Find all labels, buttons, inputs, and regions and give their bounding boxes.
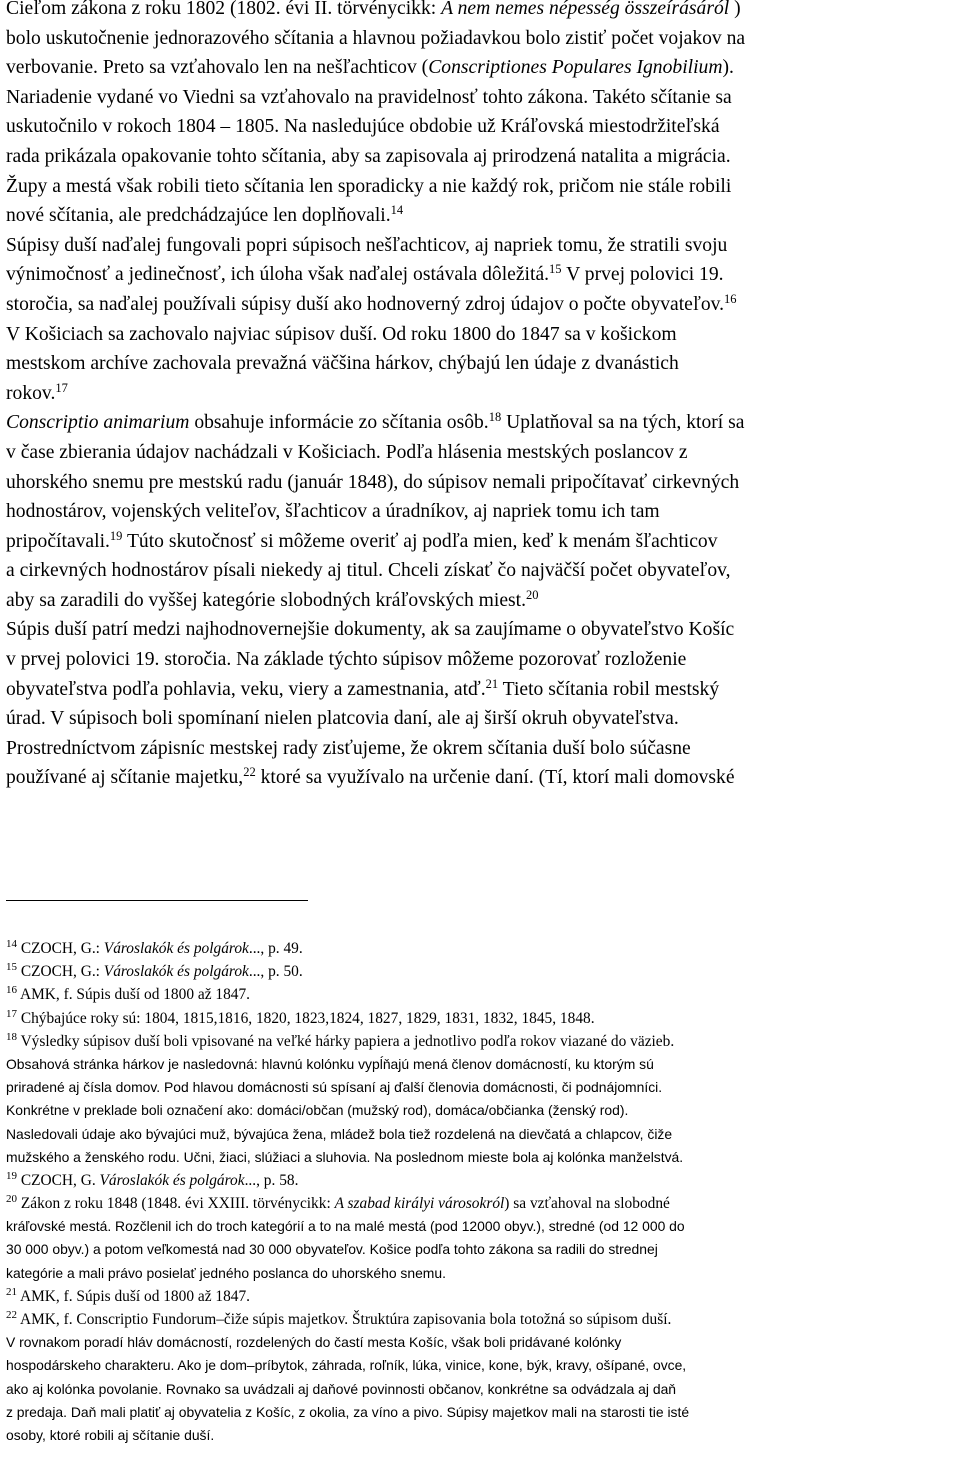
text-run: ..., p. 58. <box>244 1171 299 1189</box>
text-run: Zákon z roku 1848 (1848. évi XXIII. törvénycikk: <box>17 1195 335 1213</box>
text-run: hospodárskeho charakteru. Ako je dom–príbytok, záhrada, roľník, lúka, vinice, kone, býk, kravy, ošípané, ovce, <box>6 1357 687 1374</box>
text-run: aby sa zaradili do vyššej kategórie slobodných kráľovských miest. <box>6 589 526 611</box>
main-body-text <box>6 0 956 793</box>
body-line <box>6 112 956 142</box>
text-run: Nariadenie vydané vo Viedni sa vzťahovalo na pravidelnosť tohto zákona. Takéto sčítanie sa <box>6 86 732 108</box>
footnote-reference: 19 <box>6 1169 17 1182</box>
text-run: rokov. <box>6 382 56 404</box>
body-line <box>6 468 956 498</box>
footnote-line <box>6 1053 956 1076</box>
text-run: obsahuje informácie zo sčítania osôb. <box>189 412 489 434</box>
text-run: mestskom archíve zachovala prevažná väčšina hárkov, chýbajú len údaje z dvanástich <box>6 353 679 375</box>
footnote-reference: 22 <box>243 765 256 780</box>
text-run: ) <box>729 0 741 19</box>
text-run: CZOCH, G. <box>17 1171 100 1189</box>
body-line <box>6 408 956 438</box>
text-run: verbovanie. Preto sa vzťahovalo len na nešľachticov ( <box>6 57 429 79</box>
text-run: ). <box>722 57 734 79</box>
footnote-reference: 20 <box>6 1193 17 1206</box>
text-run: rada prikázala opakovanie tohto sčítania, aby sa zapisovala aj prirodzená natalita a migrácia. <box>6 145 731 167</box>
body-line <box>6 201 956 231</box>
footnote-line <box>6 1215 956 1238</box>
footnote-line <box>6 1123 956 1146</box>
footnote-line <box>6 1146 956 1169</box>
text-run: úrad. V súpisoch boli spomínaní nielen platcovia daní, ale aj širší okruh obyvateľstva. <box>6 708 679 730</box>
body-line <box>6 675 956 705</box>
footnote-line <box>6 1354 956 1377</box>
body-line <box>6 527 956 557</box>
text-run: ako aj kolónka povolanie. Rovnako sa uvádzali aj daňové povinnosti občanov, konkrétne sa odvádzala aj daň <box>6 1380 677 1397</box>
footnote-reference: 18 <box>6 1030 17 1043</box>
body-line <box>6 763 956 793</box>
footnote-line <box>6 937 956 960</box>
text-run: Prostredníctvom zápisníc mestskej rady zisťujeme, že okrem sčítania duší bolo súčasne <box>6 737 691 759</box>
text-run: nové sčítania, ale predchádzajúce len doplňovali. <box>6 205 391 227</box>
body-line <box>6 379 956 409</box>
text-run: Obsahová stránka hárkov je nasledovná: hlavnú kolónku vypĺňajú mená členov domácností, ku ktorým sú <box>6 1055 654 1072</box>
body-line <box>6 438 956 468</box>
text-run: 30 000 obyv.) a potom veľkomestá nad 30 000 obyvateľov. Košice podľa tohto zákona sa radili do strednej <box>6 1241 658 1258</box>
text-run: používané aj sčítanie majetku, <box>6 767 244 789</box>
body-line <box>6 260 956 290</box>
body-line <box>6 586 956 616</box>
footnote-reference: 22 <box>6 1309 17 1321</box>
text-run: Cieľom zákona z roku 1802 (1802. évi II. törvénycikk: <box>6 0 442 19</box>
text-run: Župy a mestá však robili tieto sčítania len sporadicky a nie každý rok, pričom nie stále robili <box>6 175 732 197</box>
italic-text: Városlakók és polgárok <box>103 940 249 957</box>
body-line <box>6 142 956 172</box>
body-line <box>6 83 956 113</box>
footnote-line <box>6 1192 956 1215</box>
footnote-reference: 21 <box>6 1285 17 1298</box>
footnote-line <box>6 1401 956 1424</box>
text-run: AMK, f. Conscriptio Fundorum–čiže súpis majetkov. Štruktúra zapisovania bola totožná so súpisom duší. <box>17 1311 672 1328</box>
footnote-line <box>6 1099 956 1122</box>
text-run: Konkrétne v preklade boli označení ako: domáci/občan (mužský rod), domáca/občianka (ženský rod). <box>6 1102 629 1119</box>
footnote-reference: 17 <box>6 1007 17 1020</box>
italic-text: A nem nemes népesség összeírásáról <box>441 0 730 19</box>
text-run: z predaja. Daň mali platiť aj obyvatelia z Košíc, z okolia, za víno a pivo. Súpisy majetkov mali na starosti tie isté <box>6 1403 690 1420</box>
text-run: V prvej polovici 19. <box>561 264 724 286</box>
italic-text: Városlakók és polgárok <box>103 963 249 981</box>
body-line <box>6 24 956 54</box>
italic-text: A szabad királyi városokról <box>334 1195 505 1213</box>
footnote-line <box>6 960 956 983</box>
text-run: hodnostárov, vojenských veliteľov, šľachticov a úradníkov, aj napriek tomu ich tam <box>6 501 660 523</box>
footnote-line <box>6 1007 956 1030</box>
footnote-line <box>6 983 956 1006</box>
text-run: ..., p. 50. <box>248 963 303 981</box>
text-run: Túto skutočnosť si môžeme overiť aj podľa mien, keď k menám šľachticov <box>122 530 718 552</box>
text-run: ) sa vzťahoval na slobodné <box>504 1195 670 1213</box>
italic-text: Conscriptiones Populares Ignobilium <box>428 57 723 79</box>
body-line <box>6 734 956 764</box>
text-run: Výsledky súpisov duší boli vpisované na veľké hárky papiera a jednotlivo podľa rokov viazané do väzieb. <box>17 1032 675 1050</box>
footnote-line <box>6 1331 956 1354</box>
body-line <box>6 704 956 734</box>
footnote-reference: 20 <box>526 587 539 602</box>
footnote-line <box>6 1262 956 1285</box>
text-run: kráľovské mestá. Rozčlenil ich do troch kategórií a to na malé mestá (pod 12000 obyv.), stredné (od 12 000 do <box>6 1218 685 1235</box>
text-run: v čase zbierania údajov nachádzali v Košiciach. Podľa hlásenia mestských poslancov z <box>6 441 688 463</box>
footnote-line <box>6 1169 956 1192</box>
footnote-reference: 19 <box>109 528 123 543</box>
footnote-reference: 14 <box>6 938 17 950</box>
body-line <box>6 556 956 586</box>
text-run: osoby, ktoré robili aj sčítanie duší. <box>6 1426 215 1443</box>
body-line <box>6 320 956 350</box>
text-run: ..., p. 49. <box>248 940 303 957</box>
body-line <box>6 290 956 320</box>
footnote-reference: 16 <box>724 291 737 306</box>
footnote-line <box>6 1076 956 1099</box>
body-line <box>6 645 956 675</box>
text-run: mužského a ženského rodu. Učni, žiaci, slúžiaci a sluhovia. Na poslednom mieste bola aj kolónka manželstvá. <box>6 1148 684 1165</box>
body-line <box>6 349 956 379</box>
text-run: Uplatňoval sa na tých, ktorí sa <box>501 412 745 434</box>
body-line <box>6 615 956 645</box>
text-run: Tieto sčítania robil mestský <box>498 678 720 700</box>
text-run: storočia, sa naďalej používali súpisy duší ako hodnoverný zdroj údajov o počte obyvateľov. <box>6 293 725 315</box>
footnotes <box>6 937 956 1447</box>
text-run: AMK, f. Súpis duší od 1800 až 1847. <box>17 1287 251 1305</box>
footnote-reference: 18 <box>488 410 502 425</box>
body-line <box>6 497 956 527</box>
text-run: obyvateľstva podľa pohlavia, veku, viery a zamestnania, atď. <box>6 678 486 700</box>
text-run: AMK, f. Súpis duší od 1800 až 1847. <box>17 986 251 1004</box>
text-run: Nasledovali údaje ako bývajúci muž, bývajúca žena, mládež bola tiež rozdelená na dievčatá a chlapcov, čiže <box>6 1125 673 1142</box>
text-run: kategórie a mali právo posielať jedného poslanca do uhorského snemu. <box>6 1264 446 1281</box>
text-run: bolo uskutočnenie jednorazového sčítania a hlavnou požiadavkou bolo zistiť počet vojakov na <box>6 27 746 49</box>
text-run: a cirkevných hodnostárov písali niekedy aj titul. Chceli získať čo najväčší počet obyvateľov, <box>6 560 731 582</box>
footnote-line <box>6 1308 956 1331</box>
text-run: Chýbajúce roky sú: 1804, 1815,1816, 1820, 1823,1824, 1827, 1829, 1831, 1832, 1845, 1848. <box>17 1009 595 1027</box>
footnote-line <box>6 1424 956 1447</box>
footnote-reference: 17 <box>55 380 68 395</box>
text-run: CZOCH, G.: <box>17 940 104 957</box>
text-run: Súpis duší patrí medzi najhodnovernejšie dokumenty, ak sa zaujímame o obyvateľstvo Košíc <box>6 619 735 641</box>
text-run: CZOCH, G.: <box>17 963 104 981</box>
text-run: pripočítavali. <box>6 530 110 552</box>
footnote-reference: 21 <box>485 676 499 691</box>
text-run: Súpisy duší naďalej fungovali popri súpisoch nešľachticov, aj napriek tomu, že stratili svoju <box>6 234 728 256</box>
footnote-reference: 16 <box>6 984 17 997</box>
body-line <box>6 172 956 202</box>
italic-text: Conscriptio animarium <box>6 412 190 434</box>
footnote-line <box>6 1238 956 1261</box>
footnote-separator <box>6 900 308 901</box>
text-run: ktoré sa využívalo na určenie daní. (Tí, ktorí mali domovské <box>255 767 735 789</box>
text-run: uhorského snemu pre mestskú radu (január 1848), do súpisov nemali pripočítavať cirkevných <box>6 471 740 493</box>
body-line <box>6 53 956 83</box>
text-run: v prvej polovici 19. storočia. Na základe týchto súpisov môžeme pozorovať rozloženie <box>6 649 687 671</box>
italic-text: Városlakók és polgárok <box>99 1171 245 1189</box>
footnote-reference: 15 <box>549 262 562 277</box>
text-run: výnimočnosť a jedinečnosť, ich úloha však naďalej ostávala dôležitá. <box>6 264 550 286</box>
text-run: uskutočnilo v rokoch 1804 – 1805. Na nasledujúce obdobie už Kráľovská miestodržiteľská <box>6 116 720 138</box>
body-line <box>6 231 956 261</box>
footnote-reference: 15 <box>6 961 17 974</box>
text-run: V Košiciach sa zachovalo najviac súpisov duší. Od roku 1800 do 1847 sa v košickom <box>6 323 677 345</box>
footnote-reference: 14 <box>390 203 404 218</box>
footnote-line <box>6 1285 956 1308</box>
body-line <box>6 0 956 24</box>
text-run: priradené aj čísla domov. Pod hlavou domácnosti sú spísaní aj ďalší členovia domácnosti, či podnájomníci. <box>6 1079 663 1096</box>
footnote-line <box>6 1030 956 1053</box>
text-run: V rovnakom poradí hláv domácností, rozdelených do častí mesta Košíc, však boli pridávané kolónky <box>6 1334 622 1351</box>
footnote-line <box>6 1378 956 1401</box>
